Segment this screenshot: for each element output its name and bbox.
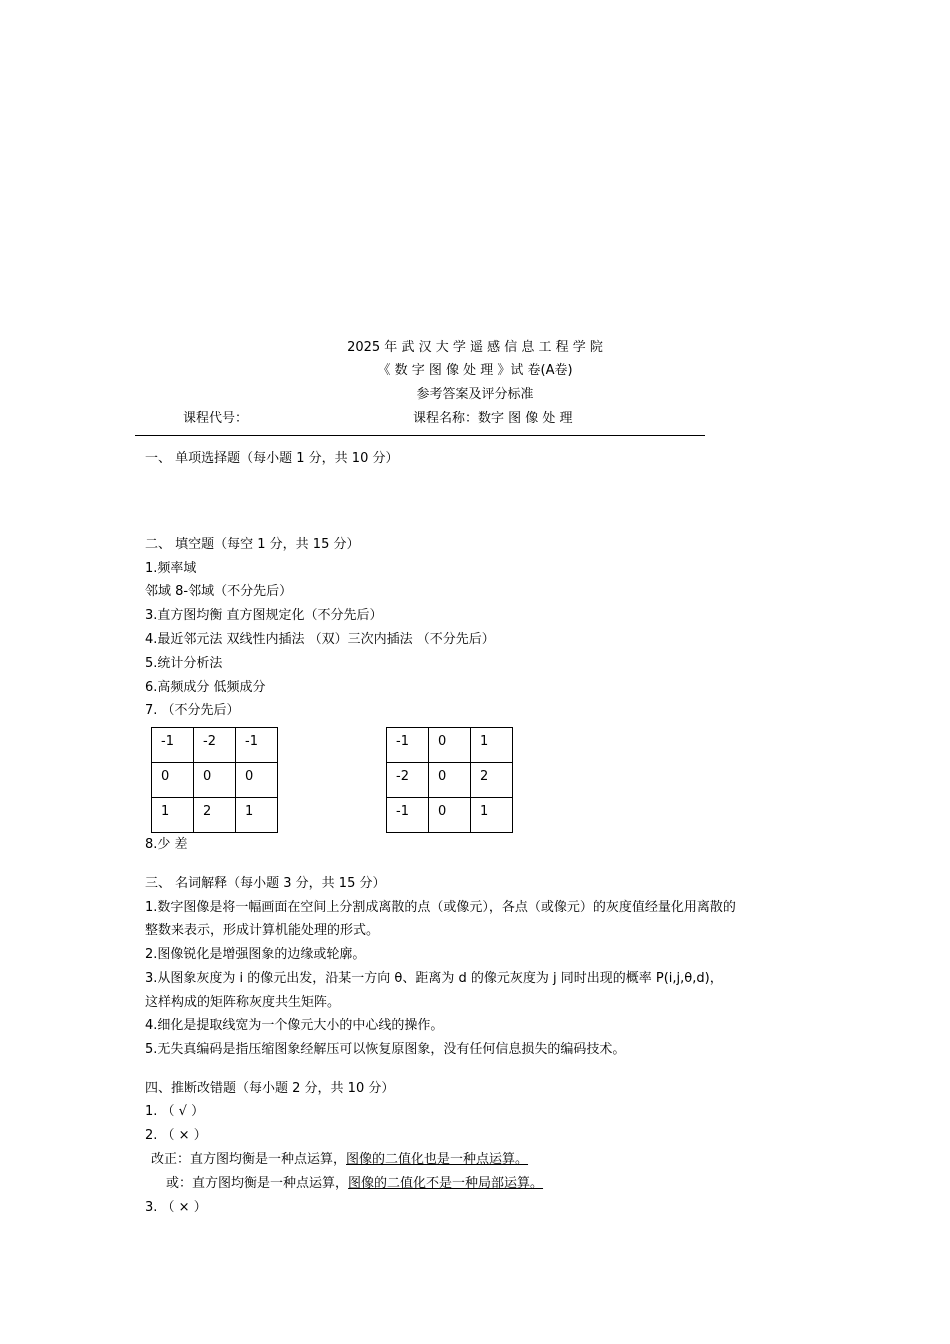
matrix-cell: 0 xyxy=(236,763,278,798)
definition-line: 1.数字图像是将一幅画面在空间上分割成离散的点（或像元），各点（或像元）的灰度值经量化用离散的 xyxy=(145,900,736,915)
matrix-cell: 1 xyxy=(152,798,194,833)
section4-heading: 四、推断改错题（每小题 2 分，共 10 分） xyxy=(145,1081,395,1096)
definition-line: 这样构成的矩阵称灰度共生矩阵。 xyxy=(145,995,341,1010)
definition-line: 2.图像锐化是增强图象的边缘或轮廓。 xyxy=(145,947,366,962)
correction-line-2 xyxy=(166,1175,543,1193)
correction-text: 或：直方图均衡是一种点运算， xyxy=(166,1176,349,1191)
correction-text: 改正：直方图均衡是一种点运算， xyxy=(151,1152,347,1167)
correction-underlined-text: 图像的二值化也是一种点运算。 xyxy=(346,1152,529,1167)
matrix-cell: 0 xyxy=(152,763,194,798)
matrix-cell: 2 xyxy=(194,798,236,833)
matrix-row xyxy=(387,798,513,833)
matrix-cell: -1 xyxy=(236,728,278,763)
fill-answer-2: 邻域 8-邻域（不分先后） xyxy=(145,584,293,599)
fill-answer-7: 7. （不分先后） xyxy=(145,703,240,718)
matrix-right xyxy=(386,727,513,833)
matrix-cell: -1 xyxy=(387,798,429,833)
matrix-cell: 1 xyxy=(471,798,513,833)
header-divider xyxy=(135,435,705,436)
course-code-label: 课程代号： xyxy=(183,411,249,426)
fill-answer-1: 1.频率域 xyxy=(145,561,197,576)
matrix-cell: -2 xyxy=(387,763,429,798)
fill-answer-6: 6.高频成分 低频成分 xyxy=(145,680,266,695)
definition-line: 4.细化是提取线宽为一个像元大小的中心线的操作。 xyxy=(145,1018,444,1033)
fill-answer-5: 5.统计分析法 xyxy=(145,656,223,671)
matrix-cell: 1 xyxy=(236,798,278,833)
section1-heading: 一、 单项选择题（每小题 1 分，共 10 分） xyxy=(145,451,399,466)
fill-answer-3: 3.直方图均衡 直方图规定化（不分先后） xyxy=(145,608,383,623)
matrix-cell: 0 xyxy=(429,728,471,763)
definition-line: 整数来表示，形成计算机能处理的形式。 xyxy=(145,923,380,938)
matrix-cell: -1 xyxy=(152,728,194,763)
matrix-row xyxy=(152,763,278,798)
exam-title-line2: 《 数 字 图 像 处 理 》试 卷(A卷) xyxy=(377,363,573,378)
judgment-answer-2: 2. （ × ） xyxy=(145,1128,207,1143)
matrix-cell: 2 xyxy=(471,763,513,798)
matrix-cell: 0 xyxy=(429,798,471,833)
fill-answer-8: 8.少 差 xyxy=(145,837,188,852)
judgment-answer-3: 3. （ × ） xyxy=(145,1200,207,1215)
matrix-cell: -1 xyxy=(387,728,429,763)
matrix-cell: 0 xyxy=(429,763,471,798)
matrix-row xyxy=(152,798,278,833)
matrix-cell: 1 xyxy=(471,728,513,763)
correction-underlined-text: 图像的二值化不是一种局部运算。 xyxy=(348,1176,544,1191)
section3-heading: 三、 名词解释（每小题 3 分，共 15 分） xyxy=(145,876,386,891)
fill-answer-4: 4.最近邻元法 双线性内插法 （双）三次内插法 （不分先后） xyxy=(145,632,495,647)
matrix-row xyxy=(387,728,513,763)
matrix-cell: -2 xyxy=(194,728,236,763)
judgment-answer-1: 1. （ √ ） xyxy=(145,1104,205,1119)
exam-title-line3: 参考答案及评分标准 xyxy=(416,387,534,402)
definition-line: 3.从图象灰度为 i 的像元出发，沿某一方向 θ、距离为 d 的像元灰度为 j 同时出现的概率 P(i,j,θ,d)， xyxy=(145,971,723,986)
matrix-row xyxy=(152,728,278,763)
course-name-label: 课程名称：数字 图 像 处 理 xyxy=(413,411,573,426)
exam-title-line1: 2025 年 武 汉 大 学 遥 感 信 息 工 程 学 院 xyxy=(347,340,603,355)
matrix-row xyxy=(387,763,513,798)
section2-heading: 二、 填空题（每空 1 分，共 15 分） xyxy=(145,537,360,552)
matrix-left xyxy=(151,727,278,833)
correction-line-1 xyxy=(151,1151,528,1169)
definition-line: 5.无失真编码是指压缩图象经解压可以恢复原图象，没有任何信息损失的编码技术。 xyxy=(145,1042,626,1057)
matrix-cell: 0 xyxy=(194,763,236,798)
